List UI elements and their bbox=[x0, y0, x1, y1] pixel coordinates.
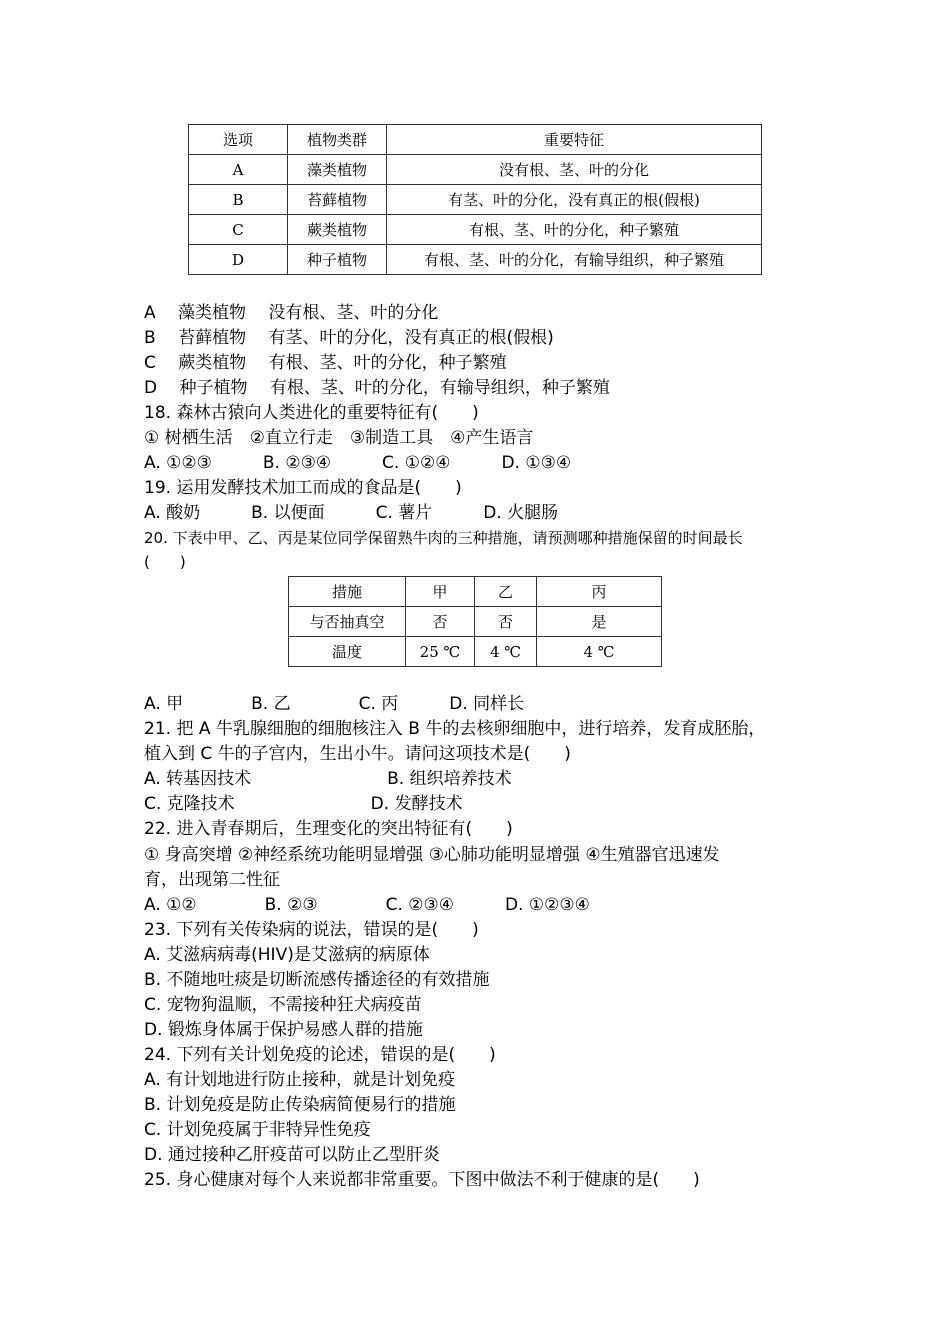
table-cell: 种子植物 bbox=[288, 245, 387, 275]
table-header-cell: 重要特征 bbox=[387, 125, 762, 155]
question-23-option-d: D. 锻炼身体属于保护易感人群的措施 bbox=[144, 1020, 423, 1040]
question-18-options: A. ①②③ B. ②③④ C. ①②④ D. ①③④ bbox=[144, 453, 572, 473]
preservation-table bbox=[288, 576, 662, 667]
question-22-items-continued: 育，出现第二性征 bbox=[144, 870, 280, 890]
question-25-stem: 25. 身心健康对每个人来说都非常重要。下图中做法不利于健康的是( ) bbox=[144, 1170, 700, 1190]
table-cell: 温度 bbox=[289, 637, 406, 667]
option-a-line: A 藻类植物 没有根、茎、叶的分化 bbox=[144, 303, 439, 323]
question-19-stem: 19. 运用发酵技术加工而成的食品是( ) bbox=[144, 478, 462, 498]
table-cell: 否 bbox=[475, 607, 537, 637]
option-b-line: B 苔藓植物 有茎、叶的分化，没有真正的根(假根) bbox=[144, 328, 554, 348]
option-d-line: D 种子植物 有根、茎、叶的分化，有输导组织，种子繁殖 bbox=[144, 378, 610, 398]
table-cell: 与否抽真空 bbox=[289, 607, 406, 637]
table-cell: 25 ℃ bbox=[406, 637, 475, 667]
question-21-stem: 21. 把 A 牛乳腺细胞的细胞核注入 B 牛的去核卵细胞中，进行培养，发育成胚胎， bbox=[144, 719, 766, 739]
question-23-option-c: C. 宠物狗温顺，不需接种狂犬病疫苗 bbox=[144, 995, 422, 1015]
question-21-options-ab: A. 转基因技术 B. 组织培养技术 bbox=[144, 769, 512, 789]
table-cell: C bbox=[189, 215, 288, 245]
question-23-option-a: A. 艾滋病病毒(HIV)是艾滋病的病原体 bbox=[144, 945, 430, 965]
question-24-option-b: B. 计划免疫是防止传染病简便易行的措施 bbox=[144, 1095, 456, 1115]
table-cell: 蕨类植物 bbox=[288, 215, 387, 245]
table-cell: 有根、茎、叶的分化，种子繁殖 bbox=[387, 215, 762, 245]
table-header-cell: 选项 bbox=[189, 125, 288, 155]
question-20-options: A. 甲 B. 乙 C. 丙 D. 同样长 bbox=[144, 694, 525, 714]
table-cell: B bbox=[189, 185, 288, 215]
table-cell: 4 ℃ bbox=[475, 637, 537, 667]
question-19-options: A. 酸奶 B. 以便面 C. 薯片 D. 火腿肠 bbox=[144, 503, 559, 523]
table-row bbox=[189, 155, 762, 185]
table-row bbox=[289, 607, 662, 637]
table-header-cell: 措施 bbox=[289, 577, 406, 607]
table-header-row bbox=[289, 577, 662, 607]
question-20-stem: 20. 下表中甲、乙、丙是某位同学保留熟牛肉的三种措施，请预测哪种措施保留的时间最长 bbox=[144, 529, 743, 547]
table-cell: 是 bbox=[537, 607, 662, 637]
question-23-stem: 23. 下列有关传染病的说法，错误的是( ) bbox=[144, 920, 479, 940]
question-21-options-cd: C. 克隆技术 D. 发酵技术 bbox=[144, 794, 463, 814]
option-c-line: C 蕨类植物 有根、茎、叶的分化，种子繁殖 bbox=[144, 353, 507, 373]
table-header-cell: 甲 bbox=[406, 577, 475, 607]
table-header-cell: 乙 bbox=[475, 577, 537, 607]
question-22-stem: 22. 进入青春期后，生理变化的突出特征有( ) bbox=[144, 819, 513, 839]
table-cell: 4 ℃ bbox=[537, 637, 662, 667]
table-cell: 有茎、叶的分化，没有真正的根(假根) bbox=[387, 185, 762, 215]
table-header-row bbox=[189, 125, 762, 155]
table-row bbox=[189, 245, 762, 275]
question-24-option-d: D. 通过接种乙肝疫苗可以防止乙型肝炎 bbox=[144, 1145, 440, 1165]
plant-groups-table bbox=[188, 124, 762, 275]
table-row bbox=[189, 215, 762, 245]
table-header-cell: 植物类群 bbox=[288, 125, 387, 155]
question-20-stem-bracket: ( ) bbox=[144, 553, 186, 571]
table-cell: A bbox=[189, 155, 288, 185]
question-21-stem-continued: 植入到 C 牛的子宫内，生出小牛。请问这项技术是( ) bbox=[144, 744, 571, 764]
table-cell: 没有根、茎、叶的分化 bbox=[387, 155, 762, 185]
question-24-option-a: A. 有计划地进行防止接种，就是计划免疫 bbox=[144, 1070, 456, 1090]
table-cell: D bbox=[189, 245, 288, 275]
question-18-items: ① 树栖生活 ②直立行走 ③制造工具 ④产生语言 bbox=[144, 428, 534, 448]
question-23-option-b: B. 不随地吐痰是切断流感传播途径的有效措施 bbox=[144, 970, 490, 990]
table-header-cell: 丙 bbox=[537, 577, 662, 607]
table-cell: 否 bbox=[406, 607, 475, 637]
question-24-option-c: C. 计划免疫属于非特异性免疫 bbox=[144, 1120, 371, 1140]
question-18-stem: 18. 森林古猿向人类进化的重要特征有( ) bbox=[144, 403, 479, 423]
question-22-options: A. ①② B. ②③ C. ②③④ D. ①②③④ bbox=[144, 895, 590, 915]
question-24-stem: 24. 下列有关计划免疫的论述，错误的是( ) bbox=[144, 1045, 496, 1065]
table-row bbox=[189, 185, 762, 215]
table-cell: 苔藓植物 bbox=[288, 185, 387, 215]
table-cell: 有根、茎、叶的分化，有输导组织，种子繁殖 bbox=[387, 245, 762, 275]
table-cell: 藻类植物 bbox=[288, 155, 387, 185]
question-22-items: ① 身高突增 ②神经系统功能明显增强 ③心肺功能明显增强 ④生殖器官迅速发 bbox=[144, 845, 720, 865]
table-row bbox=[289, 637, 662, 667]
